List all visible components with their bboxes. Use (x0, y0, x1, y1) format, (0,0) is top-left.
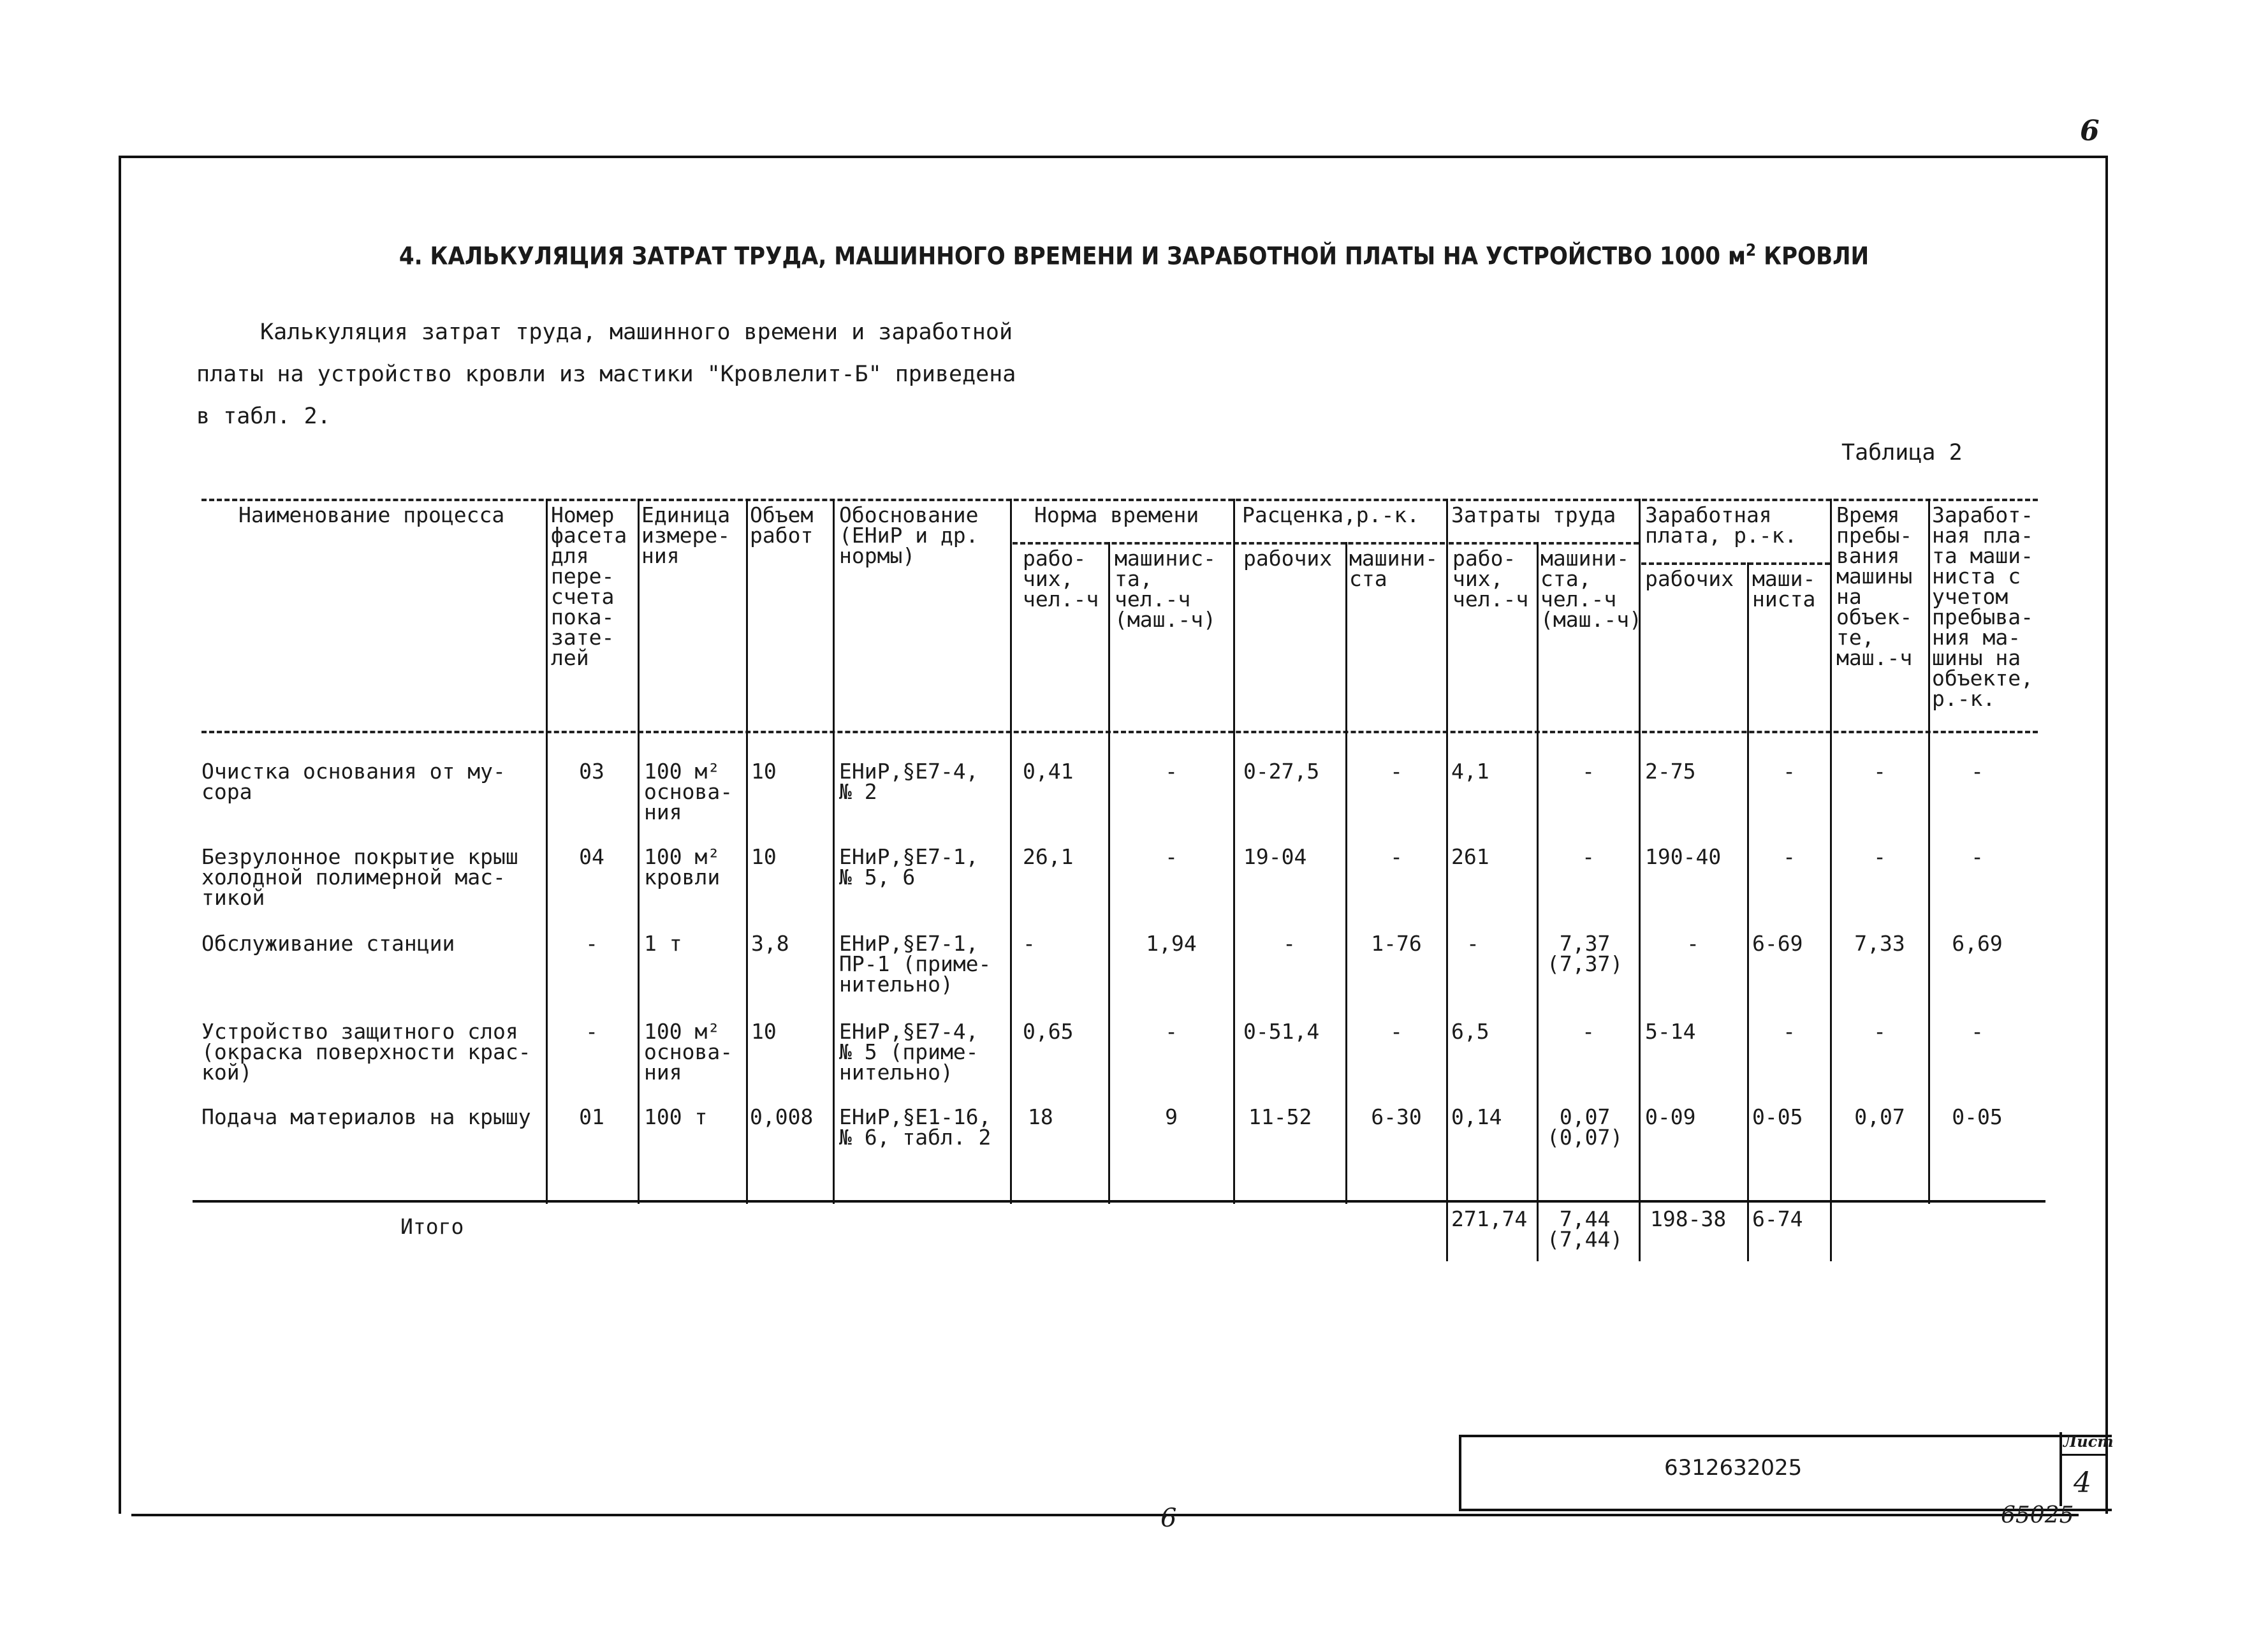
row-basis: ЕНиР,§Е7-1, ПР-1 (приме- нительно) (839, 931, 991, 997)
row-wage-workers: 190-40 (1645, 844, 1722, 869)
row-rate-workers: 19-04 (1243, 844, 1307, 869)
row-norm-machinist: 9 (1165, 1104, 1178, 1129)
row-labor-workers: 4,1 (1451, 759, 1489, 784)
row-labor-machinist: 0,07 (0,07) (1547, 1104, 1623, 1150)
header-unit: Единица измере- ния (641, 502, 731, 568)
row-machinist-wage-stay: - (1971, 844, 1984, 869)
row-norm-workers: 18 (1028, 1104, 1053, 1129)
row-unit: 1 т (644, 931, 682, 956)
row-rate-workers: 0-27,5 (1243, 759, 1320, 784)
row-machine-time: - (1873, 1019, 1886, 1044)
row-labor-machinist: - (1582, 844, 1595, 869)
row-norm-workers: - (1023, 931, 1035, 956)
row-wage-machinist: - (1783, 1019, 1796, 1044)
row-norm-machinist: 1,94 (1146, 931, 1197, 956)
subheader-rule-2 (1449, 542, 1639, 545)
row-machine-time: - (1873, 844, 1886, 869)
page-number: 6 (2080, 115, 2100, 147)
row-facet: 04 (579, 844, 604, 869)
row-basis: ЕНиР,§Е7-4, № 5 (приме- нительно) (839, 1019, 979, 1085)
header-rate-machinist: машини- ста (1349, 546, 1438, 591)
total-wage-workers: 198-38 (1650, 1206, 1727, 1231)
section-title: 4. КАЛЬКУЛЯЦИЯ ЗАТРАТ ТРУДА, МАШИННОГО ВРЕМЕНИ И ЗАРАБОТНОЙ ПЛАТЫ НА УСТРОЙСТВО 1000 $м^2$ КРОВЛИ (399, 241, 1869, 270)
header-wage-workers: рабочих (1645, 566, 1734, 591)
total-labor-workers: 271,74 (1451, 1206, 1528, 1231)
row-facet: - (585, 931, 598, 956)
header-rate: Расценка,р.-к. (1242, 502, 1420, 527)
row-facet: - (585, 1019, 598, 1044)
row-norm-machinist: - (1165, 1019, 1178, 1044)
intro-line-3: в табл. 2. (196, 404, 331, 429)
row-machinist-wage-stay: 6,69 (1952, 931, 2003, 956)
row-machine-time: 7,33 (1854, 931, 1905, 956)
row-unit: 100 м² основа- ния (644, 1019, 733, 1085)
sheet-label: Лист (2063, 1432, 2114, 1451)
frame-bottom (131, 1514, 2079, 1516)
row-name: Устройство защитного слоя (окраска поверхности крас- кой) (201, 1019, 531, 1085)
row-volume: 0,008 (750, 1104, 814, 1129)
header-basis: Обоснование (ЕНиР и др. нормы) (839, 502, 979, 568)
intro-line-2: платы на устройство кровли из мастики "Кровлелит-Б" приведена (196, 362, 1016, 387)
header-norm-machinist: машинис- та, чел.-ч (маш.-ч) (1115, 546, 1216, 632)
document-code: 6312632025 (1664, 1455, 1803, 1481)
subheader-rule-1 (1013, 542, 1445, 545)
header-rate-workers: рабочих (1243, 546, 1333, 571)
row-rate-machinist: - (1390, 1019, 1403, 1044)
row-volume: 10 (751, 1019, 777, 1044)
row-name: Очистка основания от му- сора (201, 759, 506, 804)
row-rate-machinist: - (1390, 759, 1403, 784)
row-rate-workers: 11-52 (1248, 1104, 1312, 1129)
row-labor-workers: 261 (1451, 844, 1489, 869)
row-labor-workers: - (1467, 931, 1479, 956)
row-wage-machinist: 0-05 (1752, 1104, 1803, 1129)
row-volume: 3,8 (751, 931, 789, 956)
row-wage-machinist: - (1783, 759, 1796, 784)
row-wage-machinist: 6-69 (1752, 931, 1803, 956)
header-machinist-wage-stay: Заработ- ная пла- та маши- ниста с учетом пребыва- ния ма- шины на объекте, р.-к. (1932, 502, 2033, 711)
header-name: Наименование процесса (238, 502, 505, 527)
row-rate-workers: - (1283, 931, 1296, 956)
row-volume: 10 (751, 759, 777, 784)
row-wage-workers: 0-09 (1645, 1104, 1696, 1129)
header-bottom-rule (201, 731, 2038, 733)
header-labor: Затраты труда (1451, 502, 1616, 527)
row-rate-workers: 0-51,4 (1243, 1019, 1320, 1044)
row-rate-machinist: - (1390, 844, 1403, 869)
table-top-rule (201, 499, 2038, 501)
row-labor-workers: 6,5 (1451, 1019, 1489, 1044)
footer-page-number: 6 (1160, 1504, 1177, 1533)
total-label: Итого (400, 1214, 464, 1239)
row-machinist-wage-stay: 0-05 (1952, 1104, 2003, 1129)
row-labor-machinist: - (1582, 1019, 1595, 1044)
total-wage-machinist: 6-74 (1752, 1206, 1803, 1231)
row-volume: 10 (751, 844, 777, 869)
intro-line-1: Калькуляция затрат труда, машинного времени и заработной (260, 319, 1013, 345)
sheet-box-divider (2061, 1454, 2107, 1456)
subheader-rule-3 (1641, 562, 1830, 565)
row-unit: 100 м² основа- ния (644, 759, 733, 824)
row-name: Подача материалов на крышу (201, 1104, 531, 1129)
row-norm-workers: 26,1 (1023, 844, 1074, 869)
header-norm-time: Норма времени (1034, 502, 1199, 527)
row-rate-machinist: 1-76 (1371, 931, 1422, 956)
row-machine-time: 0,07 (1854, 1104, 1905, 1129)
footer-code: 65025 (2001, 1502, 2074, 1528)
row-machinist-wage-stay: - (1971, 1019, 1984, 1044)
row-labor-machinist: 7,37 (7,37) (1547, 931, 1623, 976)
header-volume: Объем работ (750, 502, 814, 548)
row-name: Безрулонное покрытие крыш холодной полимерной мас- тикой (201, 844, 518, 910)
row-basis: ЕНиР,§Е7-1, № 5, 6 (839, 844, 979, 890)
table-label: Таблица 2 (1841, 440, 1963, 465)
total-rule (193, 1200, 2045, 1203)
row-norm-machinist: - (1165, 759, 1178, 784)
sheet-number: 4 (2074, 1467, 2091, 1499)
row-unit: 100 м² кровли (644, 844, 721, 890)
row-wage-workers: 5-14 (1645, 1019, 1696, 1044)
row-norm-machinist: - (1165, 844, 1178, 869)
total-labor-machinist: 7,44 (7,44) (1547, 1206, 1623, 1252)
row-facet: 01 (579, 1104, 604, 1129)
row-wage-machinist: - (1783, 844, 1796, 869)
header-labor-machinist: машини- ста, чел.-ч (маш.-ч) (1540, 546, 1642, 632)
intro-paragraph (196, 311, 1076, 437)
header-facet: Номер фасета для пере- счета пока- зате- лей (551, 502, 627, 670)
row-labor-machinist: - (1582, 759, 1595, 784)
row-wage-workers: - (1686, 931, 1699, 956)
row-rate-machinist: 6-30 (1371, 1104, 1422, 1129)
header-norm-workers: рабо- чих, чел.-ч (1023, 546, 1099, 612)
row-labor-workers: 0,14 (1451, 1104, 1502, 1129)
header-labor-workers: рабо- чих, чел.-ч (1452, 546, 1529, 612)
row-facet: 03 (579, 759, 604, 784)
row-basis: ЕНиР,§Е7-4, № 2 (839, 759, 979, 804)
row-machine-time: - (1873, 759, 1886, 784)
row-unit: 100 т (644, 1104, 708, 1129)
header-wage-machinist: маши- ниста (1752, 566, 1816, 612)
header-machine-time: Время пребы- вания машины на объек- те, маш.-ч (1836, 502, 1913, 670)
row-norm-workers: 0,41 (1023, 759, 1074, 784)
row-norm-workers: 0,65 (1023, 1019, 1074, 1044)
row-name: Обслуживание станции (201, 931, 455, 956)
header-wage: Заработная плата, р.-к. (1645, 502, 1797, 548)
row-wage-workers: 2-75 (1645, 759, 1696, 784)
row-basis: ЕНиР,§Е1-16, № 6, табл. 2 (839, 1104, 991, 1150)
row-machinist-wage-stay: - (1971, 759, 1984, 784)
